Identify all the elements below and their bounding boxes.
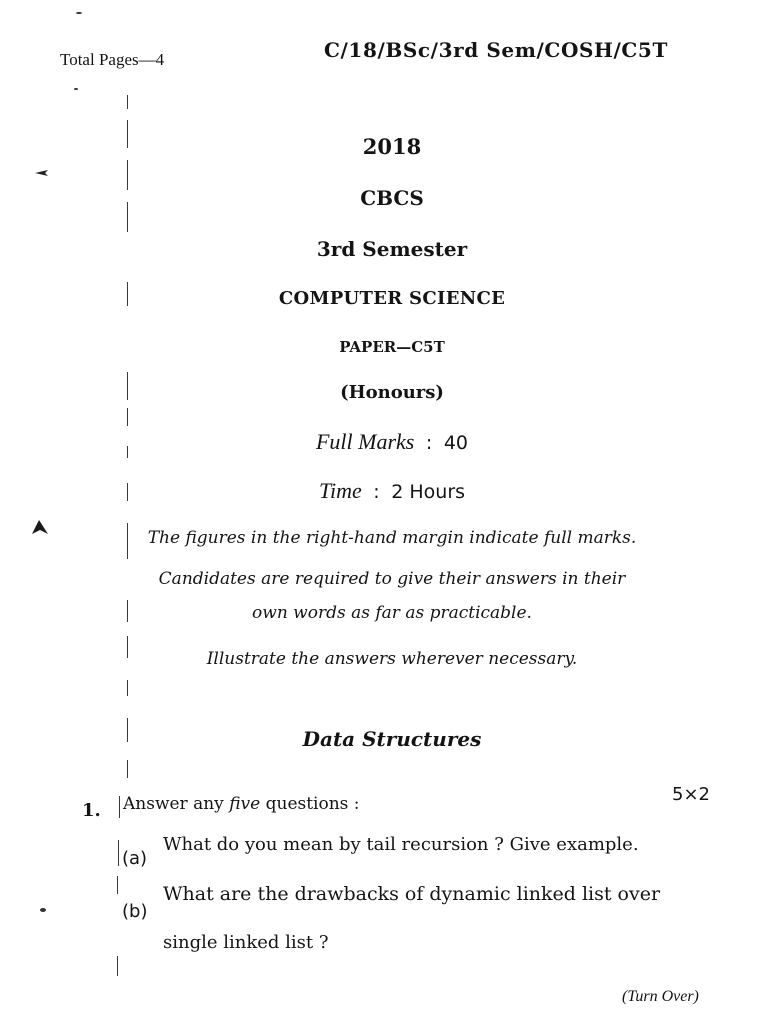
- full-marks-label: Full Marks: [315, 429, 415, 454]
- margin-rule: [127, 760, 128, 778]
- full-marks-value: 40: [443, 432, 469, 454]
- time-value: 2 Hours: [391, 481, 466, 503]
- exam-time: [8, 478, 768, 504]
- time-label: Time: [318, 478, 362, 503]
- margin-rule: [127, 408, 128, 426]
- sub-question-a-label: (a): [122, 848, 148, 869]
- margin-rule: [119, 796, 120, 818]
- instruction-marks: The figures in the right-hand margin indicate full marks.: [147, 528, 637, 548]
- margin-rule: [117, 876, 118, 894]
- exam-scheme: CBCS: [360, 186, 424, 210]
- ink-arrow-mark: [34, 168, 50, 178]
- question-prompt-suffix: questions :: [260, 794, 360, 814]
- margin-rule: [127, 95, 128, 109]
- section-title: Data Structures: [302, 727, 482, 751]
- turn-over-note: (Turn Over): [622, 988, 699, 1005]
- margin-rule: [127, 680, 128, 696]
- question-number: 1.: [82, 800, 101, 821]
- ink-speck: [76, 12, 82, 14]
- sub-question-a-text: What do you mean by tail recursion ? Give example.: [163, 834, 639, 855]
- margin-rule: [118, 840, 119, 866]
- ink-speck: [74, 88, 78, 90]
- exam-year: 2018: [362, 134, 422, 159]
- margin-rule: [117, 956, 118, 976]
- sub-question-b-text-cont: single linked list ?: [163, 932, 329, 953]
- question-prompt-prefix: Answer any: [123, 794, 230, 814]
- paper-code-line: PAPER—C5T: [339, 338, 445, 356]
- full-marks: [8, 429, 768, 455]
- semester: 3rd Semester: [316, 237, 468, 261]
- separator: :: [367, 481, 386, 503]
- ink-speck: [40, 908, 46, 912]
- question-marks: 5×2: [672, 784, 710, 805]
- subject-title: COMPUTER SCIENCE: [278, 288, 506, 309]
- paper-code: C/18/BSc/3rd Sem/COSH/C5T: [324, 38, 668, 62]
- instruction-own-words-cont: own words as far as practicable.: [252, 603, 532, 623]
- sub-question-b-text: What are the drawbacks of dynamic linked list over: [163, 883, 661, 905]
- instruction-illustrate: Illustrate the answers wherever necessary.: [206, 649, 578, 669]
- total-pages: Total Pages—4: [60, 50, 165, 69]
- question-prompt-emphasis: five: [229, 794, 261, 814]
- sub-question-b-label: (b): [122, 901, 148, 922]
- question-prompt: [123, 794, 360, 814]
- instruction-own-words: Candidates are required to give their answers in their: [158, 569, 626, 589]
- honours-label: (Honours): [340, 382, 444, 403]
- separator: :: [419, 432, 439, 454]
